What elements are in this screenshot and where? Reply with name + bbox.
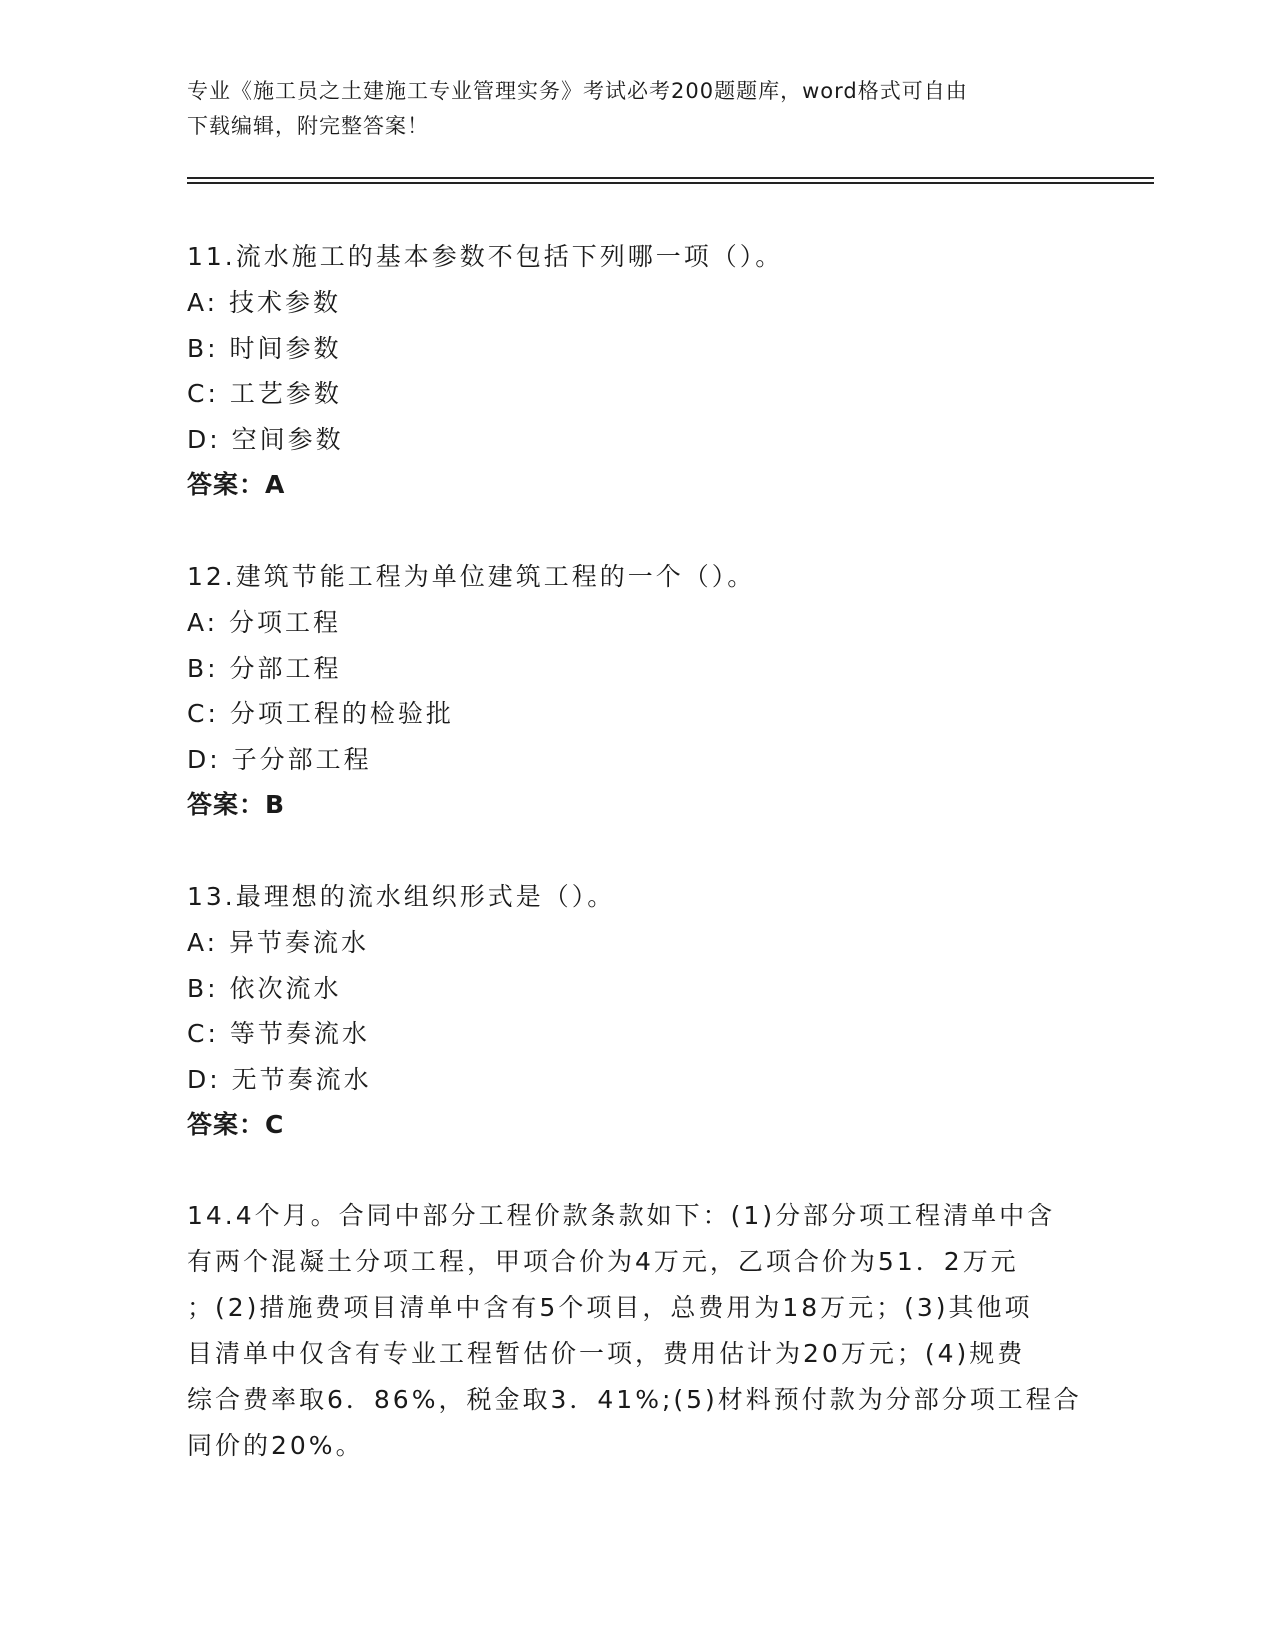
document-header: [187, 74, 1067, 144]
option-b: B: 时间参数: [187, 333, 342, 363]
header-divider-top: [187, 177, 1154, 179]
question-14-line-2: 有两个混凝土分项工程，甲项合价为4万元，乙项合价为51．2万元: [187, 1247, 1019, 1276]
option-b: B: 分部工程: [187, 653, 342, 683]
question-13: [187, 874, 1087, 1148]
question-stem: 12.建筑节能工程为单位建筑工程的一个（）。: [187, 562, 756, 591]
option-c: C: 工艺参数: [187, 379, 342, 408]
option-d: D: 空间参数: [187, 424, 344, 454]
header-line-2: 下载编辑，附完整答案！: [187, 114, 429, 138]
option-a: A: 分项工程: [187, 608, 342, 637]
option-d: D: 无节奏流水: [187, 1064, 372, 1094]
header-line-1: 专业《施工员之土建施工专业管理实务》考试必考200题题库，word格式可自由: [187, 79, 968, 103]
option-c: C: 分项工程的检验批: [187, 699, 454, 728]
option-c: C: 等节奏流水: [187, 1019, 370, 1048]
question-14-line-5: 综合费率取6．86%，税金取3．41%;(5)材料预付款为分部分项工程合: [187, 1385, 1082, 1414]
option-a: A: 异节奏流水: [187, 928, 370, 957]
question-14-line-4: 目清单中仅含有专业工程暂估价一项，费用估计为20万元；(4)规费: [187, 1339, 1026, 1368]
question-14-line-6: 同价的20%。: [187, 1431, 364, 1460]
option-d: D: 子分部工程: [187, 744, 372, 774]
question-stem: 13.最理想的流水组织形式是（）。: [187, 882, 616, 911]
question-14: [187, 1193, 1087, 1469]
answer-line: 答案：A: [187, 470, 286, 499]
question-14-line-3: ；(2)措施费项目清单中含有5个项目，总费用为18万元；(3)其他项: [187, 1293, 1033, 1322]
option-a: A: 技术参数: [187, 288, 342, 317]
header-divider-bottom: [187, 182, 1154, 184]
answer-line: 答案：C: [187, 1110, 285, 1139]
question-stem: 11.流水施工的基本参数不包括下列哪一项（）。: [187, 242, 784, 271]
option-b: B: 依次流水: [187, 973, 342, 1003]
question-12: [187, 554, 1087, 828]
question-14-line-1: 14.4个月。合同中部分工程价款条款如下：(1)分部分项工程清单中含: [187, 1201, 1056, 1230]
answer-line: 答案：B: [187, 790, 286, 819]
question-11: [187, 234, 1087, 508]
